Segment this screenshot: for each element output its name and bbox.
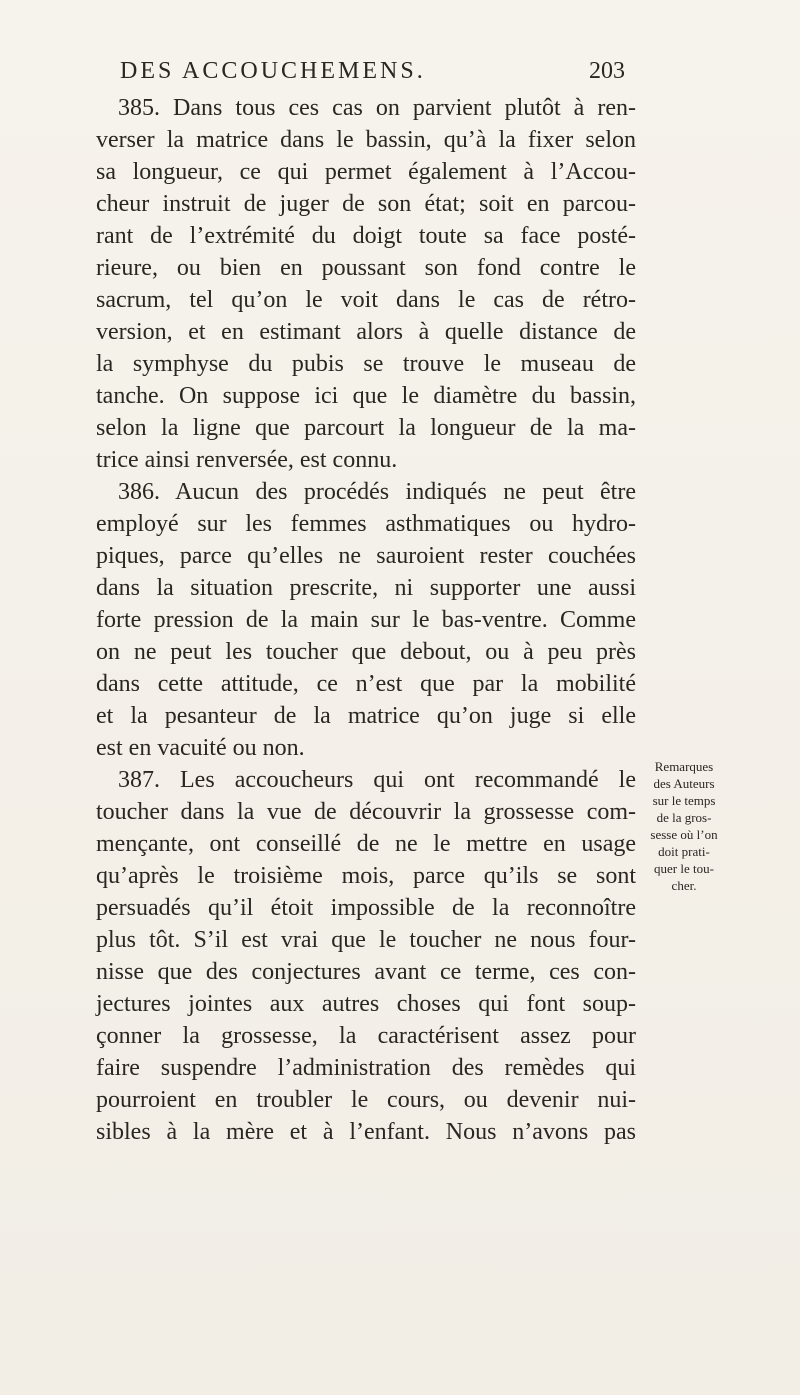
margin-note-line: quer le tou- [654,861,714,876]
text-line: qu’après le troisième mois, parce qu’ils se sont [96,863,636,889]
text-line: jectures jointes aux autres choses qui font soup- [96,991,636,1017]
text-line: on ne peut les toucher que debout, ou à peu près [96,639,636,665]
text-line: nisse que des conjectures avant ce terme, ces con- [96,959,636,985]
text-line: selon la ligne que parcourt la longueur de la ma- [96,415,636,441]
text-line: persuadés qu’il étoit impossible de la reconnoître [96,895,636,921]
text-line: rant de l’extrémité du doigt toute sa face posté- [96,223,636,249]
margin-note-line: Remarques [654,759,714,774]
margin-note-line: cher. [671,878,697,893]
text-line: est en vacuité ou non. [96,735,305,761]
margin-note-line: de la gros- [656,810,712,825]
text-line: la symphyse du pubis se trouve le museau de [96,351,636,377]
text-line: rieure, ou bien en poussant son fond contre le [96,255,636,281]
margin-note-line: sesse où l’on [650,827,718,842]
text-line: version, et en estimant alors à quelle distance de [96,319,636,345]
text-line: pourroient en troubler le cours, ou devenir nui- [96,1087,636,1113]
text-line: trice ainsi renversée, est connu. [96,447,398,473]
running-head-title: DES ACCOUCHEMENS. [120,58,426,84]
text-line: sa longueur, ce qui permet également à l’Accou- [96,159,636,185]
text-line: piques, parce qu’elles ne sauroient rester couchées [96,543,636,569]
text-line: employé sur les femmes asthmatiques ou hydro- [96,511,636,537]
text-line: faire suspendre l’administration des remèdes qui [96,1055,636,1081]
body-text [96,92,636,1148]
text-line: dans cette attitude, ce n’est que par la mobilité [96,671,636,697]
text-line: dans la situation prescrite, ni supporter une aussi [96,575,636,601]
text-line: sacrum, tel qu’on le voit dans le cas de rétro- [96,287,636,313]
margin-note-line: doit prati- [658,844,710,859]
text-line: plus tôt. S’il est vrai que le toucher ne nous four- [96,927,636,953]
margin-note-line: des Auteurs [653,776,715,791]
text-line: sibles à la mère et à l’enfant. Nous n’avons pas [96,1119,636,1145]
text-line: toucher dans la vue de découvrir la grossesse com- [96,799,636,825]
text-line: et la pesanteur de la matrice qu’on juge si elle [96,703,636,729]
margin-note-line: sur le temps [652,793,716,808]
text-line: 387. Les accoucheurs qui ont recommandé le [118,767,636,793]
text-line: 386. Aucun des procédés indiqués ne peut être [118,479,636,505]
text-line: cheur instruit de juger de son état; soit en parcou- [96,191,636,217]
text-line: çonner la grossesse, la caractérisent assez pour [96,1023,636,1049]
page-number: 203 [589,58,625,84]
text-line: verser la matrice dans le bassin, qu’à la fixer selon [96,127,636,153]
text-line: 385. Dans tous ces cas on parvient plutôt à ren- [118,95,636,121]
text-line: mençante, ont conseillé de ne le mettre en usage [96,831,636,857]
text-line: tanche. On suppose ici que le diamètre du bassin, [96,383,636,409]
text-line: forte pression de la main sur le bas-ventre. Comme [96,607,636,633]
running-head [110,58,625,92]
margin-note [638,758,730,894]
